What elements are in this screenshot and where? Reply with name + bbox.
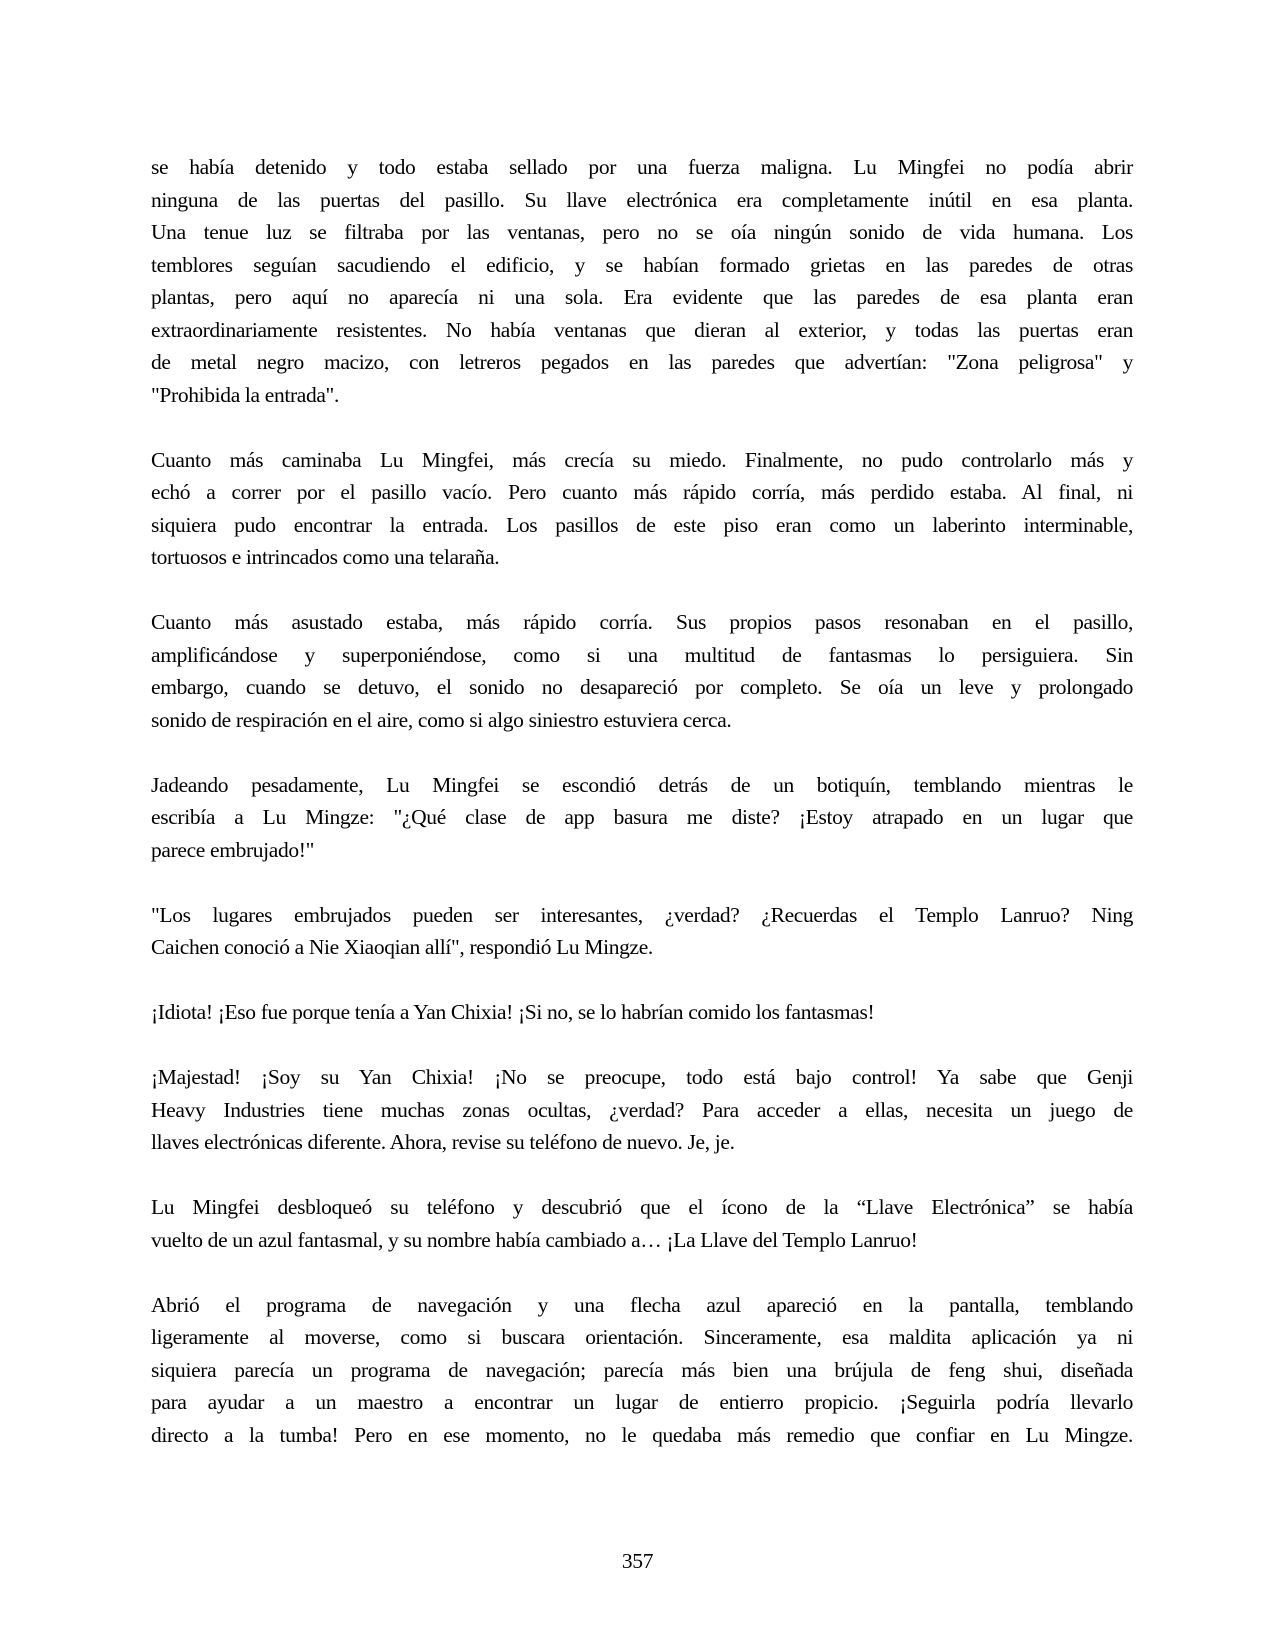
- text-line: se había detenido y todo estaba sellado por una fuerza maligna. Lu Mingfei no podía abrir: [151, 155, 1133, 179]
- text-line: echó a correr por el pasillo vacío. Pero cuanto más rápido corría, más perdido estaba. Al final, ni: [151, 480, 1133, 504]
- text-line: "Los lugares embrujados pueden ser interesantes, ¿verdad? ¿Recuerdas el Templo Lanruo? Ning: [151, 902, 1133, 927]
- paragraph-9: [151, 1289, 1133, 1452]
- text-line: Jadeando pesadamente, Lu Mingfei se escondió detrás de un botiquín, temblando mientras le: [151, 772, 1133, 797]
- text-line: sonido de respiración en el aire, como si algo siniestro estuviera cerca.: [151, 707, 732, 732]
- text-line: de metal negro macizo, con letreros pegados en las paredes que advertían: "Zona peligrosa" y: [151, 350, 1133, 374]
- text-line: para ayudar a un maestro a encontrar un lugar de entierro propicio. ¡Seguirla podría llevarlo: [151, 1390, 1133, 1414]
- text-line: ¡Majestad! ¡Soy su Yan Chixia! ¡No se preocupe, todo está bajo control! Ya sabe que Genji: [151, 1065, 1133, 1089]
- text-line: ligeramente al moverse, como si buscara orientación. Sinceramente, esa maldita aplicación ya ni: [151, 1325, 1133, 1349]
- text-line: tortuosos e intrincados como una telaraña.: [151, 545, 500, 569]
- paragraph-2: [151, 444, 1133, 574]
- text-line: extraordinariamente resistentes. No había ventanas que dieran al exterior, y todas las puertas eran: [151, 317, 1133, 342]
- text-line: Lu Mingfei desbloqueó su teléfono y descubrió que el ícono de la “Llave Electrónica” se había: [151, 1195, 1133, 1219]
- text-line: vuelto de un azul fantasmal, y su nombre había cambiado a… ¡La Llave del Templo Lanruo!: [151, 1227, 918, 1252]
- paragraph-7: [151, 1061, 1133, 1159]
- paragraph-3: [151, 606, 1133, 736]
- text-line: amplificándose y superponiéndose, como si una multitud de fantasmas lo persiguiera. Sin: [151, 642, 1133, 667]
- text-line: Caichen conoció a Nie Xiaoqian allí", respondió Lu Mingze.: [151, 935, 653, 959]
- text-line: embargo, cuando se detuvo, el sonido no desapareció por completo. Se oía un leve y prolongado: [151, 675, 1133, 699]
- text-line: Cuanto más asustado estaba, más rápido corría. Sus propios pasos resonaban en el pasillo,: [151, 610, 1133, 634]
- text-line: directo a la tumba! Pero en ese momento, no le quedaba más remedio que confiar en Lu Mingze.: [151, 1422, 1133, 1447]
- text-line: Heavy Industries tiene muchas zonas ocultas, ¿verdad? Para acceder a ellas, necesita un juego de: [151, 1097, 1133, 1122]
- text-line: ninguna de las puertas del pasillo. Su llave electrónica era completamente inútil en esa planta.: [151, 187, 1133, 212]
- text-line: Una tenue luz se filtraba por las ventanas, pero no se oía ningún sonido de vida humana. Los: [151, 220, 1133, 244]
- text-line: parece embrujado!": [151, 837, 315, 862]
- paragraph-6: [151, 996, 1133, 1029]
- text-line: Abrió el programa de navegación y una flecha azul apareció en la pantalla, temblando: [151, 1292, 1133, 1317]
- body-text: [151, 151, 1133, 1484]
- text-line: siquiera parecía un programa de navegación; parecía más bien una brújula de feng shui, diseñada: [151, 1357, 1133, 1382]
- paragraph-4: [151, 769, 1133, 867]
- text-line: plantas, pero aquí no aparecía ni una sola. Era evidente que las paredes de esa planta eran: [151, 285, 1133, 309]
- text-line: escribía a Lu Mingze: "¿Qué clase de app basura me diste? ¡Estoy atrapado en un lugar que: [151, 805, 1133, 829]
- text-line: Cuanto más caminaba Lu Mingfei, más crecía su miedo. Finalmente, no pudo controlarlo más y: [151, 447, 1133, 472]
- text-line: siquiera pudo encontrar la entrada. Los pasillos de este piso eran como un laberinto interminable,: [151, 512, 1133, 537]
- text-line: temblores seguían sacudiendo el edificio, y se habían formado grietas en las paredes de otras: [151, 252, 1133, 277]
- paragraph-1: [151, 151, 1133, 411]
- page-number: 357: [621, 1549, 654, 1573]
- text-line: "Prohibida la entrada".: [151, 382, 340, 407]
- text-line: ¡Idiota! ¡Eso fue porque tenía a Yan Chixia! ¡Si no, se lo habrían comido los fantasmas!: [151, 1000, 875, 1024]
- text-line: llaves electrónicas diferente. Ahora, revise su teléfono de nuevo. Je, je.: [151, 1130, 735, 1154]
- paragraph-5: [151, 899, 1133, 964]
- paragraph-8: [151, 1191, 1133, 1256]
